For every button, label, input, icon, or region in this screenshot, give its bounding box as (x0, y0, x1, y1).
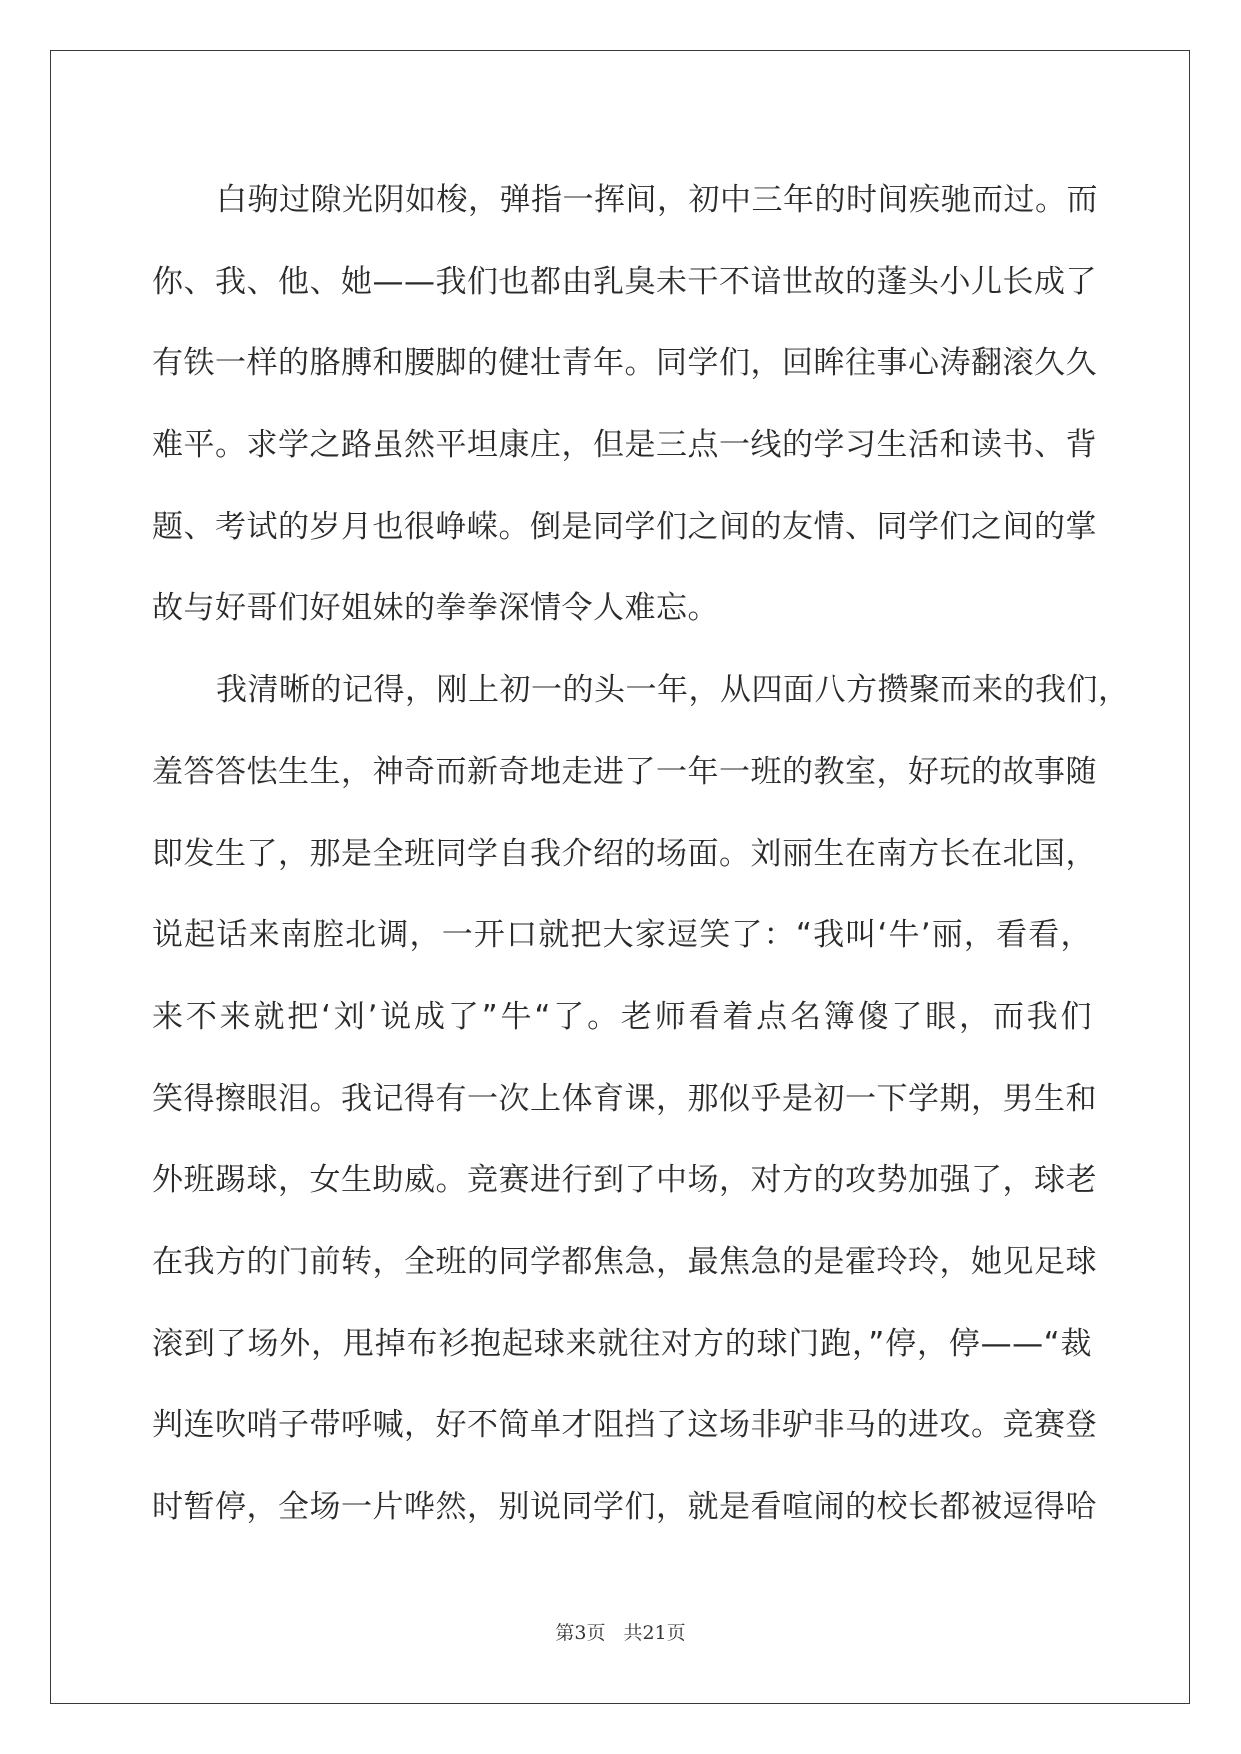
paragraph-2-line-5: 来不来就把‘刘’说成了”牛“了。老师看着点名簿傻了眼，而我们 (152, 998, 1092, 1035)
page-footer (0, 1618, 1241, 1645)
paragraph-2-line-10: 判连吹哨子带呼喊，好不简单才阻挡了这场非驴非马的进攻。竞赛登 (152, 1407, 1097, 1444)
page-total: 共21页 (623, 1622, 686, 1644)
paragraph-2-line-3: 即发生了，那是全班同学自我介绍的场面。刘丽生在南方长在北国， (152, 835, 1097, 872)
page-number: 第3页 (555, 1622, 606, 1644)
paragraph-1-line-2: 你、我、他、她——我们也都由乳臭未干不谙世故的蓬头小儿长成了 (152, 263, 1097, 300)
paragraph-2-line-1: 我清晰的记得，刚上初一的头一年，从四面八方攒聚而来的我们， (216, 672, 1130, 709)
paragraph-2-line-11: 时暂停，全场一片哗然，别说同学们，就是看喧闹的校长都被逗得哈 (152, 1489, 1097, 1525)
paragraph-1-line-1: 白驹过隙光阴如梭，弹指一挥间，初中三年的时间疾驰而过。而 (216, 182, 1098, 218)
paragraph-2-line-8: 在我方的门前转，全班的同学都焦急，最焦急的是霍玲玲，她见足球 (152, 1243, 1097, 1280)
paragraph-2-line-2: 羞答答怯生生，神奇而新奇地走进了一年一班的教室，好玩的故事随 (152, 753, 1097, 790)
paragraph-2-line-6: 笑得擦眼泪。我记得有一次上体育课，那似乎是初一下学期，男生和 (152, 1080, 1097, 1117)
paragraph-1-line-4: 难平。求学之路虽然平坦康庄，但是三点一线的学习生活和读书、背 (152, 427, 1097, 464)
paragraph-1-line-6: 故与好哥们好姐妹的拳拳深情令人难忘。 (152, 590, 719, 627)
paragraph-1-line-5: 题、考试的岁月也很峥嵘。倒是同学们之间的友情、同学们之间的掌 (152, 508, 1097, 545)
paragraph-2-line-4: 说起话来南腔北调，一开口就把大家逗笑了：“我叫‘牛’丽，看看， (152, 917, 1092, 954)
paragraph-2-line-9: 滚到了场外，甩掉布衫抱起球来就往对方的球门跑，”停，停——“裁 (152, 1325, 1092, 1362)
body-text (152, 160, 1130, 1549)
paragraph-1-line-3: 有铁一样的胳膊和腰脚的健壮青年。同学们，回眸往事心涛翻滚久久 (152, 345, 1097, 382)
paragraph-2-line-7: 外班踢球，女生助威。竞赛进行到了中场，对方的攻势加强了，球老 (152, 1162, 1097, 1199)
